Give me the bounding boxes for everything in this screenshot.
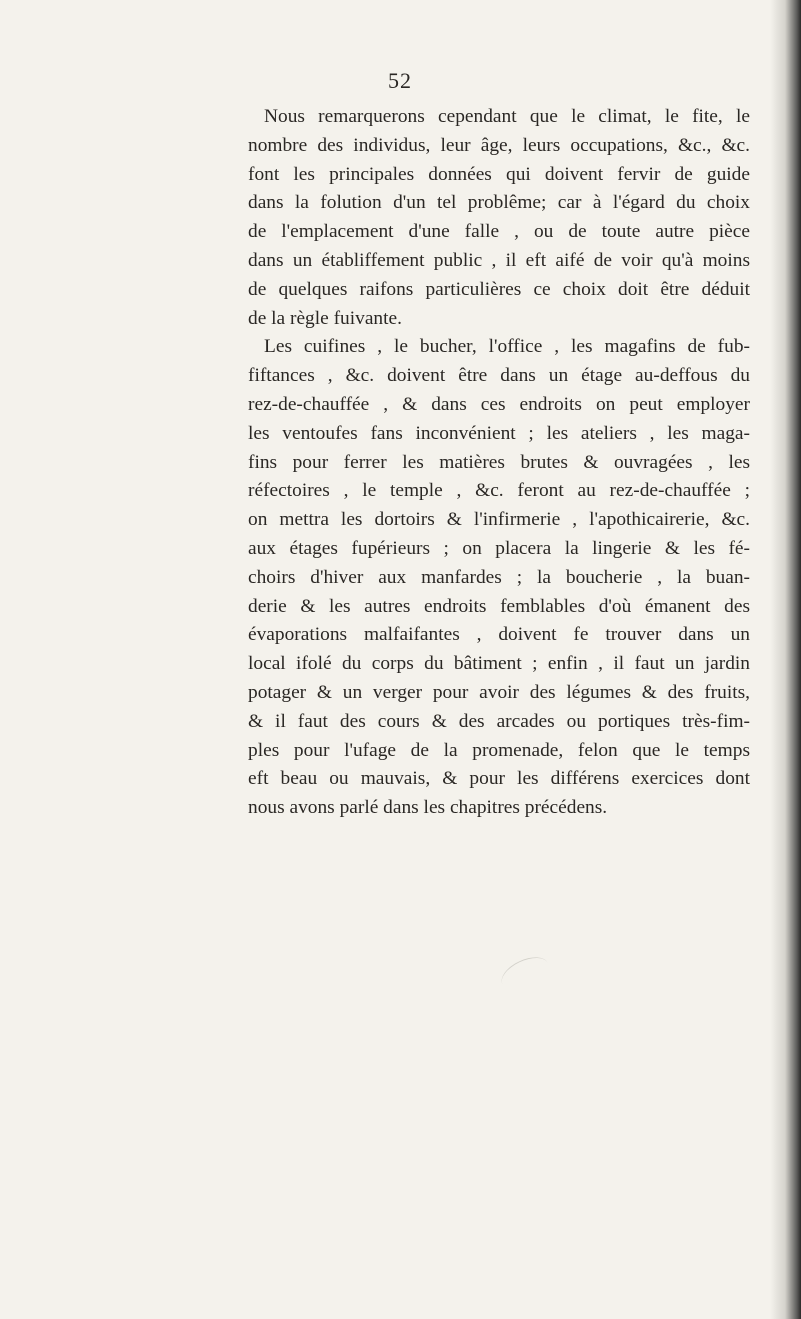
text-line: ples pour l'ufage de la promenade, felon que le temps bbox=[248, 739, 750, 761]
text-line: eft beau ou mauvais, & pour les différens exercices dont bbox=[248, 768, 750, 790]
paper-smudge bbox=[497, 951, 554, 997]
text-line: évaporations malfaifantes , doivent fe trouver dans un bbox=[248, 624, 750, 646]
text-line: nombre des individus, leur âge, leurs occupations, &c., &c. bbox=[248, 134, 750, 156]
page-number: 52 bbox=[388, 68, 412, 93]
text-line: & il faut des cours & des arcades ou portiques très-fim- bbox=[248, 710, 750, 732]
body-text bbox=[248, 103, 750, 823]
text-line: dans un établiffement public , il eft aifé de voir qu'à moins bbox=[248, 249, 750, 271]
text-line: de quelques raifons particulières ce choix doit être déduit bbox=[248, 278, 750, 300]
text-line: réfectoires , le temple , &c. feront au rez-de-chauffée ; bbox=[248, 480, 750, 502]
text-line: les ventoufes fans inconvénient ; les ateliers , les maga- bbox=[248, 422, 750, 444]
text-line: derie & les autres endroits femblables d'où émanent des bbox=[248, 595, 750, 617]
text-line: font les principales données qui doivent fervir de guide bbox=[248, 163, 750, 185]
text-line: local ifolé du corps du bâtiment ; enfin , il faut un jardin bbox=[248, 653, 750, 675]
text-line: Nous remarquerons cependant que le climat, le fite, le bbox=[264, 106, 750, 127]
text-line: nous avons parlé dans les chapitres précédens. bbox=[248, 797, 608, 819]
paragraph-2 bbox=[248, 333, 750, 823]
text-line: de l'emplacement d'une falle , ou de toute autre pièce bbox=[248, 221, 750, 243]
text-line: potager & un verger pour avoir des légumes & des fruits, bbox=[248, 681, 750, 703]
text-line: aux étages fupérieurs ; on placera la lingerie & les fé- bbox=[248, 537, 750, 559]
text-line: fins pour ferrer les matières brutes & ouvragées , les bbox=[248, 451, 750, 473]
text-line: dans la folution d'un tel problême; car à l'égard du choix bbox=[248, 192, 750, 214]
text-line: Les cuifines , le bucher, l'office , les magafins de fub- bbox=[264, 336, 750, 358]
paragraph-1 bbox=[248, 103, 750, 333]
text-line: choirs d'hiver aux manfardes ; la boucherie , la buan- bbox=[248, 566, 750, 588]
text-line: on mettra les dortoirs & l'infirmerie , l'apothicairerie, &c. bbox=[248, 509, 750, 531]
text-line: rez-de-chauffée , & dans ces endroits on peut employer bbox=[248, 393, 750, 415]
text-line: de la règle fuivante. bbox=[248, 307, 402, 329]
text-line: fiftances , &c. doivent être dans un étage au-deffous du bbox=[248, 365, 750, 387]
